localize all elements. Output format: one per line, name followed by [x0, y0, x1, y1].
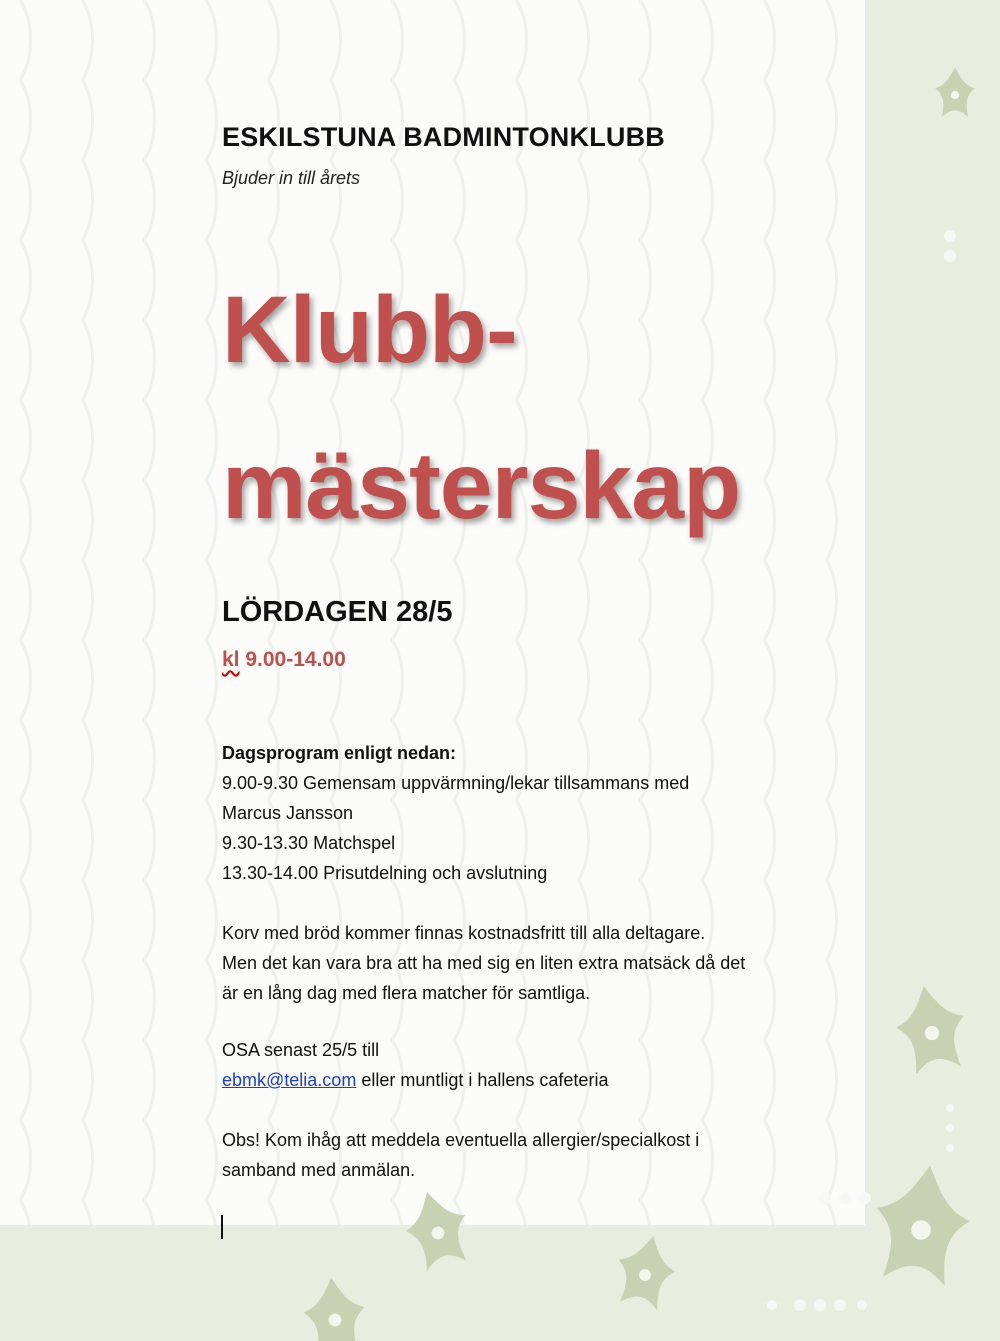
- note-line: Obs! Kom ihåg att meddela eventuella allergier/specialkost i: [222, 1130, 700, 1150]
- info-line: är en lång dag med flera matcher för samtliga.: [222, 983, 591, 1003]
- program-heading: Dagsprogram enligt nedan:: [222, 743, 457, 763]
- program-line: 13.30-14.00 Prisutdelning och avslutning: [222, 863, 548, 883]
- osa-line: OSA senast 25/5 till: [222, 1040, 380, 1060]
- program-line: 9.30-13.30 Matchspel: [222, 833, 396, 853]
- flower-icon: [935, 68, 975, 118]
- flower-icon: [867, 1159, 976, 1288]
- time-range: 9.00-14.00: [245, 648, 346, 671]
- dots-icon: [767, 230, 956, 1311]
- program-line: Marcus Jansson: [222, 803, 354, 823]
- flower-icon: [397, 1184, 476, 1274]
- email-link[interactable]: ebmk@telia.com: [222, 1070, 357, 1090]
- program-line: 9.00-9.30 Gemensam uppvärmning/lekar tillsammans med: [222, 773, 690, 793]
- headline-line-1: Klubb-: [222, 277, 517, 383]
- contact-suffix: eller muntligt i hallens cafeteria: [356, 1070, 609, 1090]
- spellcheck-word: kl: [222, 648, 240, 671]
- note-line: samband med anmälan.: [222, 1160, 416, 1180]
- contact-line: [222, 1065, 608, 1095]
- flower-icon: [890, 980, 972, 1076]
- event-time: [222, 648, 346, 672]
- info-line: Men det kan vara bra att ha med sig en liten extra matsäck då det: [222, 953, 746, 973]
- flower-icon: [301, 1275, 369, 1341]
- flower-icon: [610, 1230, 681, 1312]
- text-cursor: [221, 1215, 223, 1239]
- invite-line: Bjuder in till årets: [222, 168, 361, 188]
- event-date: LÖRDAGEN 28/5: [222, 596, 453, 628]
- info-line: Korv med bröd kommer finnas kostnadsfritt till alla deltagare.: [222, 923, 706, 943]
- organization-title: ESKILSTUNA BADMINTONKLUBB: [222, 122, 665, 152]
- headline-line-2: mästerskap: [222, 433, 741, 539]
